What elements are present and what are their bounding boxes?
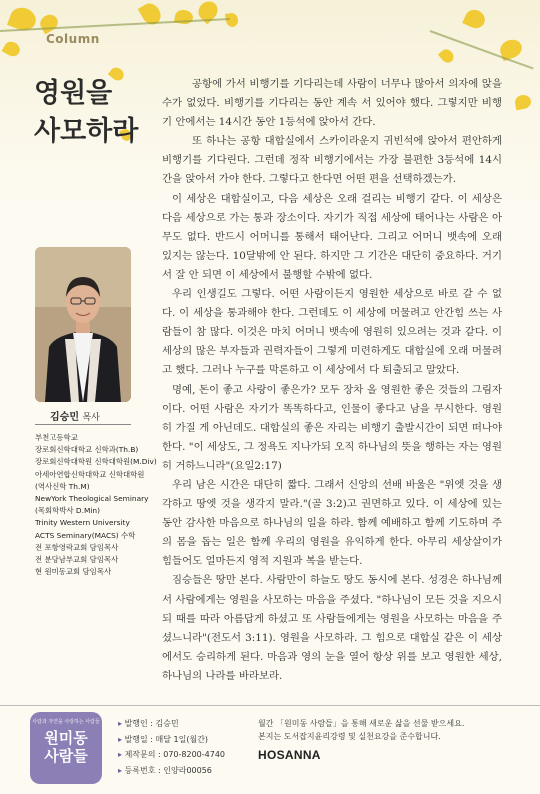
bio-line: 전 분당남부교회 담임목사	[35, 555, 119, 565]
publish-date: 발행일 : 매달 1일(월간)	[124, 734, 209, 744]
publisher: 발행인 : 김승민	[124, 719, 179, 728]
contact: 제작문의 : 070-8200-4740	[124, 750, 226, 759]
bio-line: NewYork Theological Seminary	[35, 494, 149, 504]
bullet-icon: ▸	[118, 734, 125, 744]
title-line-1: 영원을	[34, 78, 113, 109]
bio-line: 전 포항영락교회 담임목사	[35, 542, 119, 552]
notice-line-1: 월간 「원미동 사람들」을 통해 새로운 삶을 선물 받으세요.	[258, 719, 465, 728]
hosanna-logo: HOSANNA	[258, 748, 321, 762]
bio-line: 장로회신학대학원 신학대학원(M.Div)	[35, 457, 157, 467]
logo-line-2: 사람들	[44, 747, 88, 765]
page-title	[34, 75, 138, 151]
bio-divider	[35, 424, 131, 425]
column-label: Column	[46, 32, 100, 46]
notice-line-2: 본지는 도서잡지윤리강령 및 실천요강을 준수합니다.	[258, 732, 441, 741]
registration-number: 등록번호 : 인양라00056	[124, 765, 212, 775]
body-paragraph: 우리 남은 시간은 대단히 짧다. 그래서 신앙의 선배 바울은 "위엣 것을 생각하고 땅엣 것을 생각지 말라."(골 3:2)고 권면하고 있다. 이 세상에 있는 동안 감사한 마음으로 하나님의 일을 하라. 함께 예배하고 함께 기도하며 주의 몸을 돕는 일은 함께 우리의 영원을 유익하게 한다. 아무리 세상살이가 힘들어도 얼마든지 영적 지원과 복을 받는다.	[162, 478, 502, 568]
body-paragraph: 이 세상은 대합실이고, 다음 세상은 오래 걸리는 비행기 같다. 이 세상은 다음 세상으로 가는 통과 장소이다. 자기가 직접 세상에 태어나는 사람은 아무도 없다. 반드시 어머니를 통해서 태어난다. 그리고 어머니 뱃속에 오래 있지는 않는다. 10달밖에 안 된다. 하지만 그 기간은 대단히 중요하다. 거기서 잘 안 되면 이 세상에서 불행할 수밖에 없다.	[162, 192, 502, 281]
article-body	[162, 75, 502, 686]
bio-line: 장로회신학대학교 신학과(Th.B)	[35, 445, 139, 455]
bio-line: 아세아연합신학대학교 신학대학원	[35, 469, 145, 479]
bullet-icon: ▸	[118, 750, 125, 759]
bullet-icon: ▸	[118, 765, 125, 775]
footer-divider	[0, 705, 540, 706]
body-paragraph: 공항에 가서 비행기를 기다리는데 사람이 너무나 많아서 의자에 앉을 수가 없었다. 비행기를 기다리는 동안 계속 서 있어야 했다. 그렇지만 비행기 안에서는 14시간 동안 1등석에 앉아서 간다.	[162, 78, 502, 129]
author-photo	[35, 247, 131, 402]
bio-line: 현 원미동교회 담임목사	[35, 567, 112, 577]
title-line-2: 사모하라	[34, 116, 139, 147]
publication-info	[118, 716, 225, 778]
bio-line: Trinity Western University	[35, 518, 130, 528]
bio-line: (목회학박사 D.Min)	[35, 506, 100, 516]
logo-line-1: 원미동	[44, 729, 88, 747]
author-title: 목사	[82, 413, 100, 423]
body-paragraph: 짐승들은 땅만 본다. 사람만이 하늘도 땅도 동시에 본다. 성경은 하나님께서 사람에게는 영원을 사모하는 마음을 주셨다. "하나님이 모든 것을 지으시되 때를 따라 아름답게 하셨고 또 사람들에게는 영원을 사모하는 마음을 주셨느니라"(전도서 3:11). 영원을 사모하라. 그 힘으로 대합실 같은 이 세상에서도 승리하게 된다. 마음과 영의 눈을 열어 항상 위를 보고 영원한 세상, 하나님의 나라를 바라보라.	[162, 574, 502, 682]
bio-line: (역사신학 Th.M)	[35, 481, 90, 491]
body-paragraph: 명예, 돈이 좋고 사랑이 좋은가? 모두 장차 올 영원한 좋은 것들의 그림자이다. 어떤 사람은 자기가 똑똑하다고, 인물이 좋다고 남을 무시한다. 영원히 가질 게 아닌데도. 대합실의 좋은 자리는 비행기 출발시간이 되면 떠나야 한다. "이 세상도, 그 정욕도 지나가되 오직 하나님의 뜻을 행하는 자는 영원히 거하느니라"(요일2:17)	[162, 383, 502, 472]
magazine-logo	[30, 712, 102, 784]
body-paragraph: 우리 인생길도 그렇다. 어떤 사람이든지 영원한 세상으로 바로 갈 수 없다. 이 세상을 통과해야 한다. 그런데도 이 세상에 머물려고 안간힘 쓰는 사람들이 참 많다. 이것은 마치 어머니 뱃속에 영원히 있으려는 것과 같다. 이 세상의 많은 부자들과 권력자들이 그렇게 미련하게도 대합실에 오래 머물려고 했다. 그러나 누구를 막론하고 이 세상에서 다 퇴출되고 말았다.	[162, 288, 502, 377]
author-name: 김승민	[50, 412, 79, 423]
bio-line: ACTS Seminary(MACS) 수학	[35, 530, 136, 540]
magazine-notice	[258, 717, 464, 743]
author-bio	[35, 432, 160, 578]
bullet-icon: ▸	[118, 719, 125, 728]
author-name-line	[50, 408, 146, 423]
body-paragraph: 또 하나는 공항 대합실에서 스카이라운지 귀빈석에 앉아서 편안하게 비행기를 기다린다. 그런데 정작 비행기에서는 가장 불편한 3등석에 14시간을 앉아서 가야 한다. 그렇다고 한다면 어떤 편을 선택하겠는가.	[162, 135, 502, 186]
bio-line: 부천고등학교	[35, 433, 78, 442]
logo-tagline: 사람과 자연을 사랑하는 사람들	[32, 719, 100, 725]
